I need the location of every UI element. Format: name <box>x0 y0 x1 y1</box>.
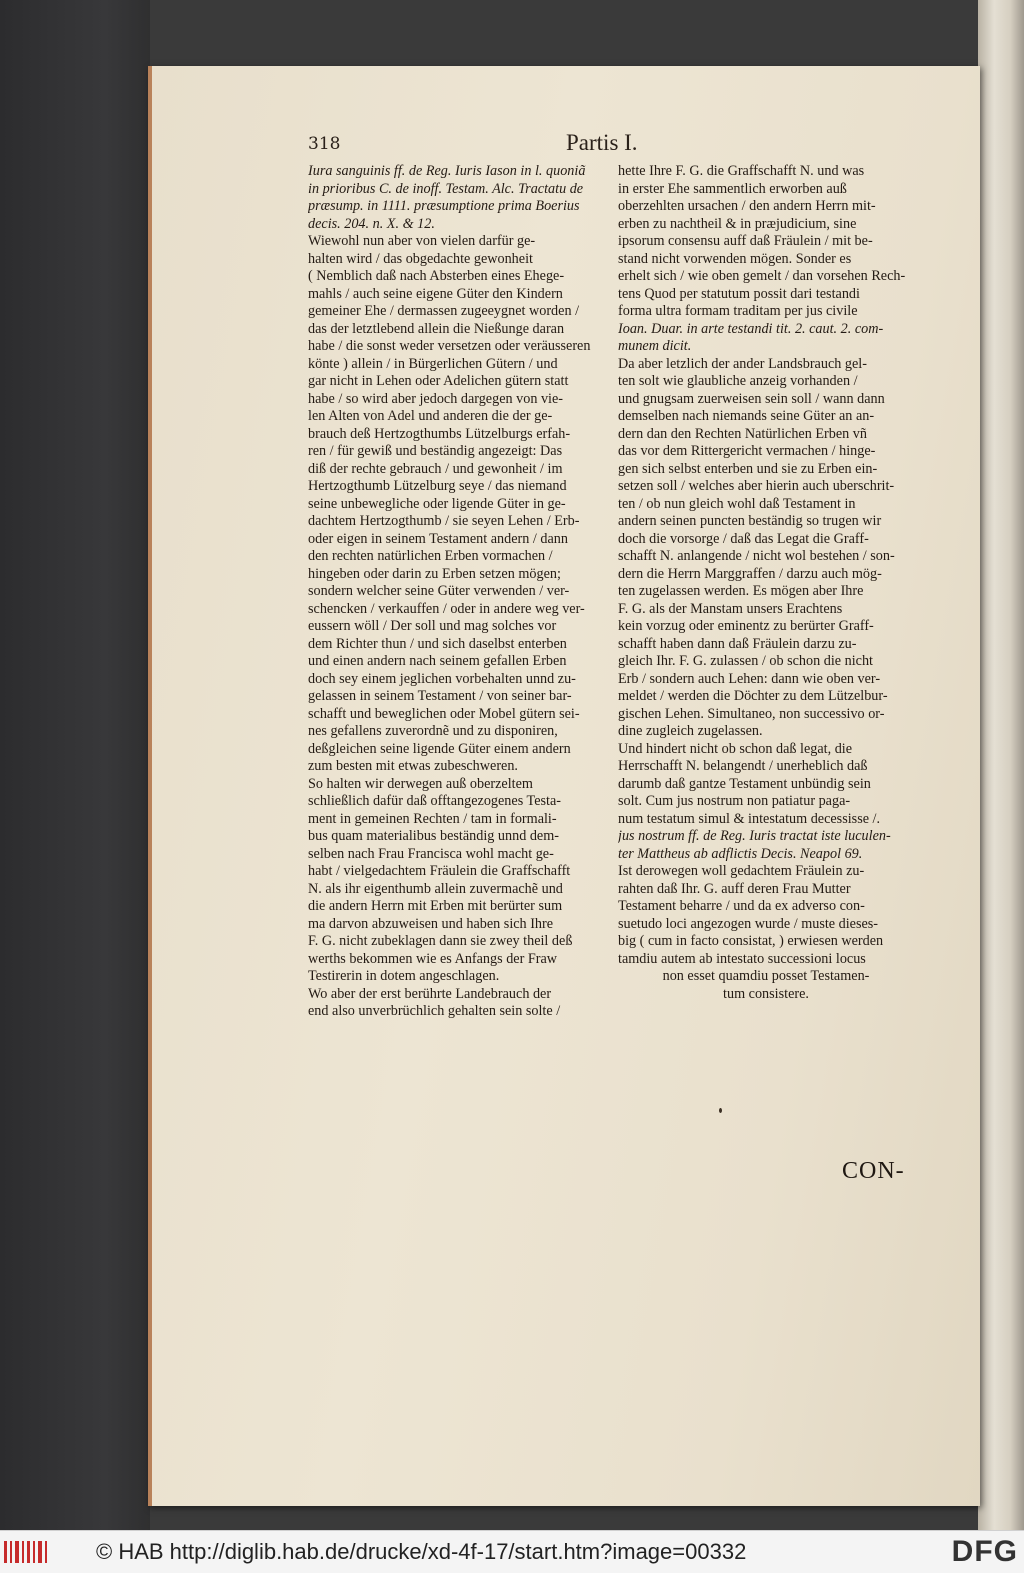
text-line: Erb / sondern auch Lehen: dann wie oben ver- <box>618 670 881 687</box>
text-line: den rechten natürlichen Erben vormachen / <box>308 548 553 564</box>
text-line: stand nicht vorwenden mögen. Sonder es <box>618 250 852 267</box>
text-line: demselben nach niemands seine Güter an an- <box>618 408 875 424</box>
text-line: Wiewohl nun aber von vielen darfür ge- <box>308 233 536 249</box>
text-line: nes gefallens zuverordnẽ und zu disponiren, <box>308 723 558 739</box>
text-line: ten zugelassen werden. Es mögen aber Ihre <box>618 583 864 599</box>
text-line: halten wird / das obgedachte gewonheit <box>308 250 533 267</box>
text-line: ment in gemeinen Rechten / tam in formali- <box>308 810 557 827</box>
ink-spot <box>719 1108 722 1113</box>
text-line: diß der rechte gebrauch / und gewonheit / im <box>308 460 563 477</box>
text-line: doch sey einem jeglichen vorbehalten unnd zu- <box>308 670 576 687</box>
text-line: schafft und beweglichen oder Mobel gütern sei- <box>308 705 580 722</box>
text-line: eussern wöll / Der soll und mag solches vor <box>308 618 557 634</box>
text-line: gischen Lehen. Simultaneo, non successivo or- <box>618 705 885 722</box>
text-line: deßgleichen seine ligende Güter einem andern <box>308 740 571 757</box>
text-line: dern die Herrn Marggraffen / darzu auch mög- <box>618 565 882 582</box>
text-line: Iura sanguinis ff. de Reg. Iuris Iason in l. quoniã <box>308 163 586 179</box>
text-line: darumb daß gantze Testament unbündig sein <box>618 775 871 792</box>
text-line: præsump. in 1111. præsumptione prima Boerius <box>308 198 580 214</box>
left-text-column <box>308 163 604 1021</box>
text-line: schafft N. anlangende / nicht wol bestehen / son- <box>618 548 895 564</box>
text-line: Testament beharre / und da ex adverso con- <box>618 898 865 914</box>
text-line: So halten wir derwegen auß oberzeltem <box>308 775 533 792</box>
text-line: jus nostrum ff. de Reg. Iuris tractat iste luculen- <box>618 828 891 844</box>
text-line: tamdiu autem ab intestato successioni locus <box>618 950 866 967</box>
text-line: oder eigen in seinem Testament andern / dann <box>308 530 568 547</box>
text-line: habe / die sonst weder versetzen oder veräusseren <box>308 338 591 354</box>
copyright-url[interactable]: © HAB http://diglib.hab.de/drucke/xd-4f-17/start.htm?image=00332 <box>96 1539 747 1564</box>
text-line: und gnugsam zuerweisen sein soll / wann dann <box>618 390 885 407</box>
text-line: sondern welcher seine Güter verwenden / ver- <box>308 583 570 599</box>
catchword: CON- <box>842 1158 905 1184</box>
text-line: gemeiner Ehe / dermassen zugeeygnet worden / <box>308 303 580 319</box>
text-line: und einen andern nach seinem gefallen Erben <box>308 653 567 669</box>
text-line: andern seinen puncten beständig so trugen wir <box>618 513 882 529</box>
scan-background-left <box>0 0 150 1530</box>
text-line: mahls / auch seine eigene Güter den Kindern <box>308 285 563 302</box>
text-line: big ( cum in facto consistat, ) erwiesen werden <box>618 933 884 949</box>
book-page <box>148 66 980 1506</box>
text-line: Da aber letzlich der ander Landsbrauch gel- <box>618 355 867 372</box>
text-line: ten solt wie glaubliche anzeig vorhanden / <box>618 373 858 389</box>
text-line: forma ultra formam traditam per jus civile <box>618 303 858 319</box>
text-line: dine zugleich zugelassen. <box>618 723 763 739</box>
text-line: brauch deß Hertzogthumbs Lützelburgs erfah- <box>308 425 571 442</box>
text-line: decis. 204. n. X. & 12. <box>308 215 435 232</box>
text-line: F. G. als der Manstam unsers Erachtens <box>618 600 843 617</box>
text-line: in prioribus C. de inoff. Testam. Alc. Tractatu de <box>308 180 584 197</box>
text-line: Und hindert nicht ob schon daß legat, die <box>618 740 853 757</box>
text-line: habe / so wird aber jedoch dargegen von vie- <box>308 390 564 407</box>
text-line: Wo aber der erst berührte Landebrauch der <box>308 985 552 1002</box>
text-line: dem Richter thun / und sich daselbst enterben <box>308 635 567 652</box>
text-line: in erster Ehe sammentlich erworben auß <box>618 180 847 197</box>
right-text-column <box>618 163 914 1003</box>
text-line: F. G. nicht zubeklagen dann sie zwey theil deß <box>308 933 573 949</box>
text-line: setzen soll / welches aber hierin auch uberschrit- <box>618 478 895 494</box>
text-line: erben zu nachtheil & in præjudicium, sine <box>618 215 857 232</box>
text-line: schencken / verkauffen / oder in andere weg ver- <box>308 600 585 617</box>
text-line: Herrschafft N. belangendt / unerheblich daß <box>618 758 868 774</box>
text-line: doch die vorsorge / daß das Legat die Graff- <box>618 530 869 547</box>
text-line: gelassen in seinem Testament / von seiner bar- <box>308 688 572 704</box>
text-line: erhelt sich / wie oben gemelt / dan vorsehen Rech- <box>618 268 906 284</box>
text-line: das der letztlebend allein die Nießunge daran <box>308 320 565 337</box>
next-page-edge <box>978 0 1024 1530</box>
text-line: munem dicit. <box>618 338 692 354</box>
hab-barcode-logo-icon <box>4 1539 48 1565</box>
text-line: ten / ob nun gleich wohl daß Testament in <box>618 495 856 512</box>
text-line: habt / vielgedachtem Fräulein die Graffschafft <box>308 863 571 879</box>
dfg-logo: DFG <box>951 1535 1018 1568</box>
text-line: hette Ihre F. G. die Graffschafft N. und was <box>618 163 865 179</box>
text-line: die andern Herrn mit Erben mit berürter sum <box>308 898 563 914</box>
text-line: kein vorzug oder eminentz zu berürter Graff- <box>618 618 874 634</box>
text-line: selben nach Frau Francisca wohl macht ge- <box>308 845 554 862</box>
page-header <box>152 130 980 160</box>
text-line: Ioan. Duar. in arte testandi tit. 2. caut. 2. com- <box>618 320 884 337</box>
text-line: ( Nemblich daß nach Absterben eines Ehege- <box>308 268 565 284</box>
text-line: Hertzogthumb Lützelburg seye / das niemand <box>308 478 567 494</box>
text-line: schließlich dafür daß offtangezogenes Testa- <box>308 793 561 809</box>
text-line: tum consistere. <box>723 985 809 1002</box>
text-line: non esset quamdiu posset Testamen- <box>662 968 870 984</box>
page-number: 318 <box>308 134 341 154</box>
text-line: gar nicht in Lehen oder Adelichen gütern statt <box>308 373 569 389</box>
text-line: num testatum simul & intestatum decessisse /. <box>618 810 881 827</box>
text-line: werths bekommen wie es Anfangs der Fraw <box>308 950 558 967</box>
text-line: gleich Ihr. F. G. zulassen / ob schon die nicht <box>618 653 873 669</box>
text-line: ren / für gewiß und beständig angezeigt: Das <box>308 443 563 459</box>
text-line: Ist derowegen woll gedachtem Fräulein zu- <box>618 863 865 879</box>
running-head: Partis I. <box>566 130 638 155</box>
text-line: gen sich selbst enterben und sie zu Erben ein- <box>618 460 878 477</box>
text-line: end also unverbrüchlich gehalten sein solte / <box>308 1003 561 1019</box>
text-line: meldet / werden die Döchter zu dem Lützelbur- <box>618 688 888 704</box>
text-line: dern dan den Rechten Natürlichen Erben vñ <box>618 425 867 442</box>
text-line: das vor dem Rittergericht vermachen / hinge- <box>618 443 876 459</box>
viewer-footer <box>0 1530 1024 1573</box>
text-line: Testirerin in dotem angeschlagen. <box>308 968 500 984</box>
text-line: suetudo loci angezogen wurde / muste dieses- <box>618 915 879 932</box>
text-line: seine unbewegliche oder ligende Güter in ge- <box>308 495 566 512</box>
text-line: dachtem Hertzogthumb / sie seyen Lehen / Erb- <box>308 513 580 529</box>
text-line: solt. Cum jus nostrum non patiatur paga- <box>618 793 851 809</box>
text-line: len Alten von Adel und anderen die der ge- <box>308 408 553 424</box>
text-line: N. als ihr eigenthumb allein zuvermachẽ und <box>308 880 563 897</box>
text-line: zum besten mit etwas zubeschweren. <box>308 758 518 774</box>
text-line: schafft haben dann daß Fräulein darzu zu- <box>618 635 857 652</box>
text-line: ipsorum consensu auff daß Fräulein / mit be- <box>618 233 873 249</box>
text-line: ma darvon abzuweisen und haben sich Ihre <box>308 915 554 932</box>
text-line: könte ) allein / in Bürgerlichen Gütern / und <box>308 355 558 372</box>
text-line: tens Quod per statutum possit dari testandi <box>618 285 860 302</box>
text-line: oberzehlten ursachen / den andern Herrn mit- <box>618 198 876 214</box>
text-line: bus quam materialibus beständig unnd dem- <box>308 828 559 844</box>
text-line: ter Mattheus ab adflictis Decis. Neapol 69. <box>618 845 863 862</box>
text-line: rahten daß Ihr. G. auff deren Frau Mutter <box>618 880 851 897</box>
text-line: hingeben oder darin zu Erben setzen mögen; <box>308 565 561 582</box>
